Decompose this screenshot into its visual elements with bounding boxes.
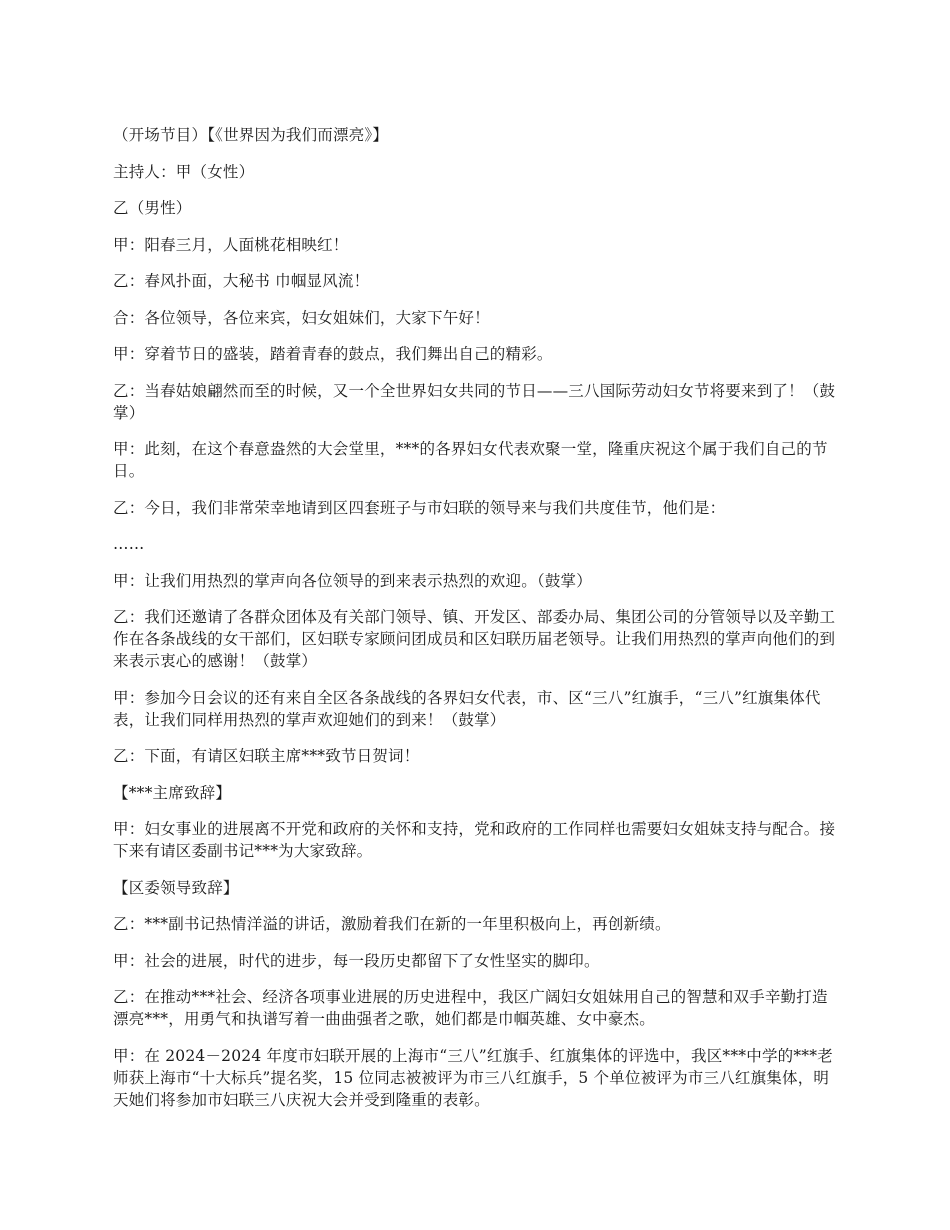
script-paragraph: 乙：我们还邀请了各群众团体及有关部门领导、镇、开发区、部委办局、集团公司的分管领导以及辛勤工作在各条战线的女干部们，区妇联专家顾问团成员和区妇联历届老领导。让我们用热烈的掌声向他们的到来表示衷心的感谢！（鼓掌） xyxy=(113,608,836,670)
script-paragraph: 甲：此刻，在这个春意盎然的大会堂里，***的各界妇女代表欢聚一堂，隆重庆祝这个属于我们自己的节日。 xyxy=(113,440,828,480)
script-paragraph: 乙：春风扑面，大秘书 巾帼显风流！ xyxy=(113,272,370,290)
script-paragraph: 甲：参加今日会议的还有来自全区各条战线的各界妇女代表，市、区“三八”红旗手，“三八”红旗集体代表，让我们同样用热烈的掌声欢迎她们的到来！（鼓掌） xyxy=(113,688,821,729)
script-paragraph: 甲：穿着节日的盛装，踏着青春的鼓点，我们舞出自己的精彩。 xyxy=(113,345,553,363)
host-line-a: 主持人：甲（女性） xyxy=(113,162,255,181)
section-marker: 【***主席致辞】 xyxy=(113,783,232,802)
script-paragraph: 乙：***副书记热情洋溢的讲话，激励着我们在新的一年里积极向上，再创新绩。 xyxy=(113,915,671,933)
program-heading: （开场节目）【《世界因为我们而漂亮》】 xyxy=(113,126,389,144)
ellipsis-line: …… xyxy=(113,535,145,553)
script-paragraph: 甲：妇女事业的进展离不开党和政府的关怀和支持，党和政府的工作同样也需要妇女姐妹支持与配合。接下来有请区委副书记***为大家致辞。 xyxy=(113,820,836,860)
script-paragraph: 乙：下面，有请区妇联主席***致节日贺词！ xyxy=(113,747,420,765)
script-paragraph: 甲：社会的进展，时代的进步，每一段历史都留下了女性坚实的脚印。 xyxy=(113,951,600,970)
script-paragraph: 乙：今日，我们非常荣幸地请到区四套班子与市妇联的领导来与我们共度佳节，他们是： xyxy=(113,498,726,517)
document-page xyxy=(113,124,843,1125)
host-line-b: 乙（男性） xyxy=(113,199,192,217)
script-paragraph: 乙：在推动***社会、经济各项事业进展的历史进程中，我区广阔妇女姐妹用自己的智慧和双手辛勤打造漂亮***，用勇气和执谱写着一曲曲强者之歌，她们都是巾帼英雄、女中豪杰。 xyxy=(113,988,828,1028)
script-paragraph: 乙：当春姑娘翩然而至的时候，又一个全世界妇女共同的节日——三八国际劳动妇女节将要来到了！（鼓掌） xyxy=(113,381,836,422)
section-marker: 【区委领导致辞】 xyxy=(113,878,239,897)
script-paragraph: 甲：让我们用热烈的掌声向各位领导的到来表示热烈的欢迎。（鼓掌） xyxy=(113,571,592,590)
script-paragraph: 合：各位领导，各位来宾，妇女姐妹们，大家下午好！ xyxy=(113,308,490,327)
script-paragraph: 甲：在 2024－2024 年度市妇联开展的上海市“三八”红旗手、红旗集体的评选中，我区***中学的***老师获上海市“十大标兵”提名奖，15 位同志被被评为市三八红旗手，5 个单位被评为市三八红旗集体，明天她们将参加市妇联三八庆祝大会并受到隆重的表彰。 xyxy=(113,1046,833,1109)
script-paragraph: 甲：阳春三月，人面桃花相映红！ xyxy=(113,235,349,254)
